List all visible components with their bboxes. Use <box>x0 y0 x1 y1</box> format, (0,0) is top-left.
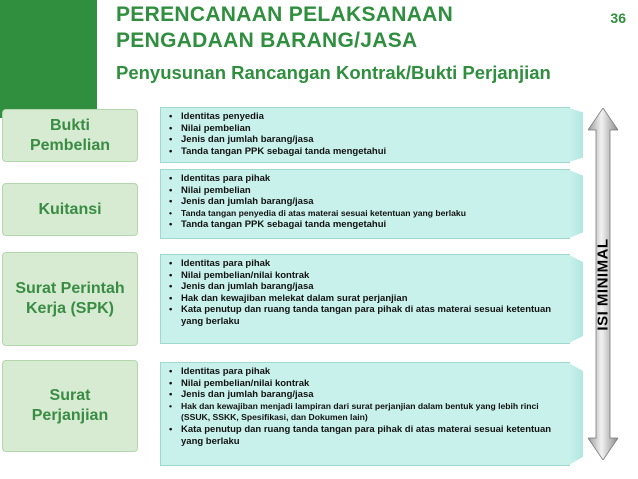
header-accent-strip <box>0 0 97 118</box>
list-item: • Tanda tangan PPK sebagai tanda mengetahui <box>169 146 563 158</box>
list-item: • Jenis dan jumlah barang/jasa <box>169 134 563 146</box>
title-line-2: PENGADAAN BARANG/JASA <box>116 29 418 52</box>
list-item: • Jenis dan jumlah barang/jasa <box>169 281 563 293</box>
items-list <box>169 366 563 447</box>
title-line-1: PERENCANAAN PELAKSANAAN <box>116 3 454 26</box>
label-bukti-pembelian <box>2 109 138 162</box>
items-list <box>169 173 563 231</box>
list-item: • Tanda tangan penyedia di atas materai sesuai ketentuan yang berlaku <box>169 208 563 220</box>
isi-minimal-label: ISI MINIMAL <box>594 237 612 331</box>
row-label: Surat Perintah Kerja (SPK) <box>15 280 125 317</box>
list-item: • Nilai pembelian <box>169 123 563 135</box>
list-item: • Identitas para pihak <box>169 258 563 270</box>
row-label: Kuitansi <box>38 200 102 218</box>
content-spk <box>160 254 570 344</box>
content-bukti-pembelian <box>160 107 570 163</box>
slide-subtitle: Penyusunan Rancangan Kontrak/Bukti Perjanjian <box>116 62 551 83</box>
list-item: • Jenis dan jumlah barang/jasa <box>169 389 563 401</box>
list-item: • Kata penutup dan ruang tanda tangan para pihak di atas materai sesuai ketentuan yang berlaku <box>169 424 563 447</box>
list-item: • Jenis dan jumlah barang/jasa <box>169 196 563 208</box>
arrow-label <box>588 108 618 460</box>
slide-title <box>116 2 586 54</box>
content-kuitansi <box>160 169 570 239</box>
list-item: • Nilai pembelian/nilai kontrak <box>169 270 563 282</box>
list-item: • Nilai pembelian/nilai kontrak <box>169 378 563 390</box>
list-item: • Kata penutup dan ruang tanda tangan para pihak di atas materai sesuai ketentuan yang berlaku <box>169 304 563 327</box>
list-item: • Identitas para pihak <box>169 173 563 185</box>
page-number: 36 <box>610 10 626 26</box>
label-surat-perjanjian <box>2 360 138 452</box>
list-item: • Nilai pembelian <box>169 185 563 197</box>
list-item: • Identitas para pihak <box>169 366 563 378</box>
list-item: • Tanda tangan PPK sebagai tanda mengetahui <box>169 219 563 231</box>
items-list <box>169 111 563 157</box>
content-surat-perjanjian <box>160 362 570 466</box>
list-item: • Hak dan kewajiban menjadi lampiran dari surat perjanjian dalam bentuk yang lebih rinci (SSUK, SSKK, Spesifikasi, dan Dokumen lain) <box>169 401 563 424</box>
list-item: • Identitas penyedia <box>169 111 563 123</box>
list-item: • Hak dan kewajiban melekat dalam surat perjanjian <box>169 293 563 305</box>
slide-header <box>0 0 638 118</box>
row-label: Bukti Pembelian <box>29 116 111 154</box>
label-kuitansi <box>2 183 138 236</box>
row-label: Surat Perjanjian <box>31 387 109 424</box>
label-spk <box>2 252 138 346</box>
items-list <box>169 258 563 328</box>
